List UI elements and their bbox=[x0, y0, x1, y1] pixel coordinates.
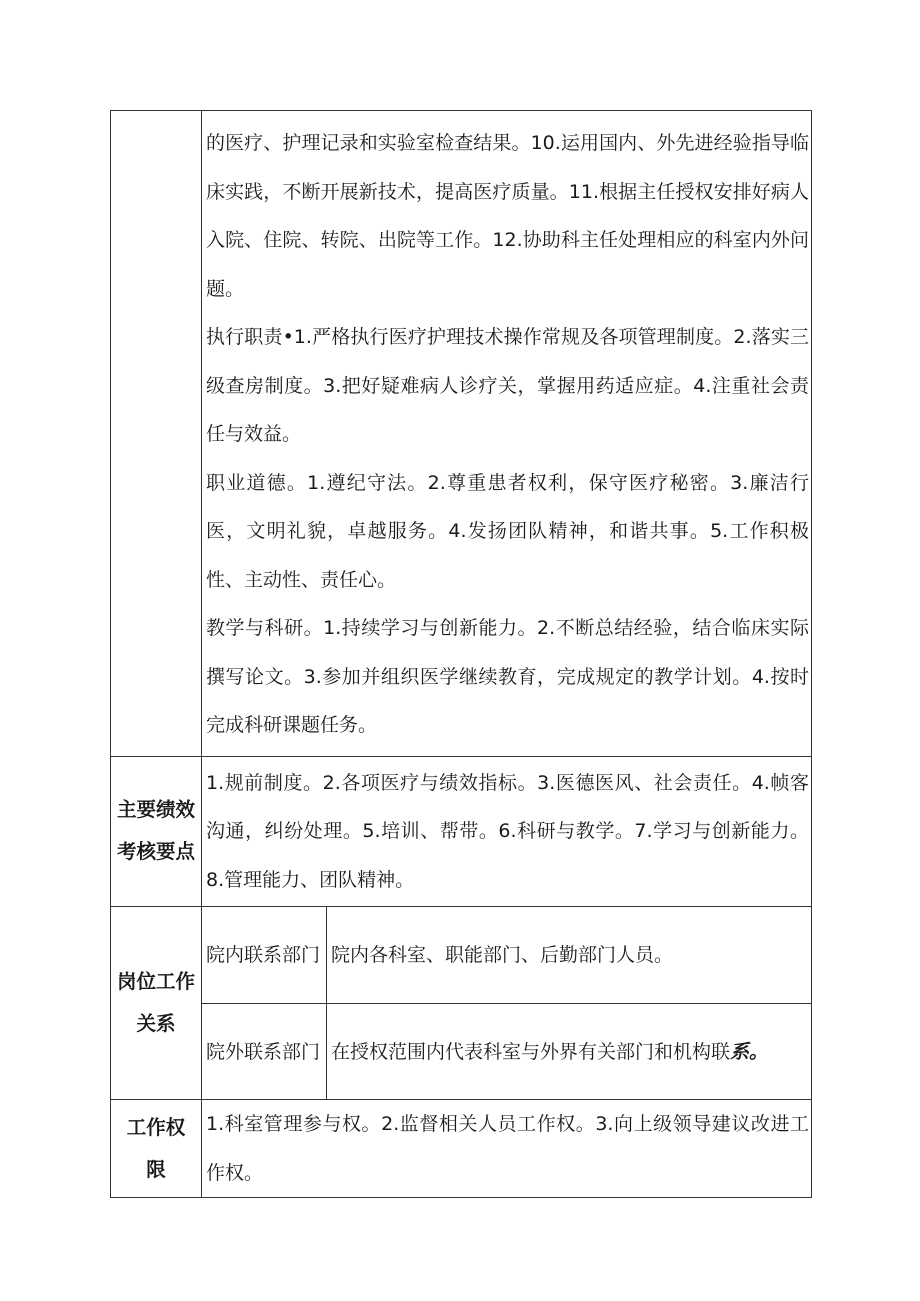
authority-content: 1.科室管理参与权。2.监督相关人员工作权。3.向上级领导建议改进工作权。 bbox=[206, 1113, 809, 1184]
external-contact-value-cell bbox=[327, 1004, 812, 1100]
internal-contact-value: 院内各科室、职能部门、后勤部门人员。 bbox=[331, 944, 674, 966]
internal-contact-label: 院内联系部门 bbox=[206, 944, 321, 966]
internal-contact-label-cell bbox=[202, 907, 327, 1004]
external-contact-value-last: 系。 bbox=[730, 1040, 769, 1063]
relations-label-cell bbox=[111, 907, 202, 1100]
duties-paragraph-execution: 执行职责•1.严格执行医疗护理技术操作常规及各项管理制度。2.落实三级查房制度。3.把好疑难病人诊疗关，掌握用药适应症。4.注重社会责任与效益。 bbox=[206, 326, 809, 445]
external-contact-label-cell bbox=[202, 1004, 327, 1100]
duties-paragraph-ethics: 职业道德。1.遵纪守法。2.尊重患者权利，保守医疗秘密。3.廉洁行医，文明礼貌，卓越服务。4.发扬团队精神，和谐共事。5.工作积极性、主动性、责任心。 bbox=[206, 471, 809, 591]
external-contact-label: 院外联系部门 bbox=[206, 1040, 321, 1063]
external-contact-value-main: 在授权范围内代表科室与外界有关部门和机构联 bbox=[331, 1040, 731, 1063]
kpi-label: 主要绩效考核要点 bbox=[116, 798, 195, 864]
external-contact-value bbox=[331, 1041, 768, 1063]
kpi-label-cell bbox=[111, 756, 202, 907]
duties-paragraph-responsibilities: 的医疗、护理记录和实验室检查结果。10.运用国内、外先进经验指导临床实践，不断开展新技术，提高医疗质量。11.根据主任授权安排好病人入院、住院、转院、出院等工作。12.协助科主任处理相应的科室内外问题。 bbox=[206, 132, 809, 300]
kpi-row bbox=[111, 756, 812, 907]
authority-label-cell bbox=[111, 1100, 202, 1198]
authority-content-cell bbox=[202, 1100, 812, 1198]
duties-row bbox=[111, 111, 812, 757]
relations-internal-row bbox=[111, 907, 812, 1004]
duties-content-cell bbox=[202, 111, 812, 757]
duties-label-cell bbox=[111, 111, 202, 757]
authority-row bbox=[111, 1100, 812, 1198]
kpi-content: 1.规前制度。2.各项医疗与绩效指标。3.医德医风、社会责任。4.帧客沟通，纠纷处理。5.培训、帮带。6.科研与教学。7.学习与创新能力。8.管理能力、团队精神。 bbox=[206, 771, 809, 891]
job-description-table bbox=[110, 110, 812, 1198]
duties-paragraph-teaching: 教学与科研。1.持续学习与创新能力。2.不断总结经验，结合临床实际撰写论文。3.参加并组织医学继续教育，完成规定的教学计划。4.按时完成科研课题任务。 bbox=[206, 617, 809, 736]
relations-label: 岗位工作关系 bbox=[116, 970, 195, 1035]
kpi-content-cell bbox=[202, 756, 812, 907]
authority-label: 工作权限 bbox=[126, 1115, 186, 1181]
relations-external-row bbox=[111, 1004, 812, 1100]
internal-contact-value-cell bbox=[327, 907, 812, 1004]
